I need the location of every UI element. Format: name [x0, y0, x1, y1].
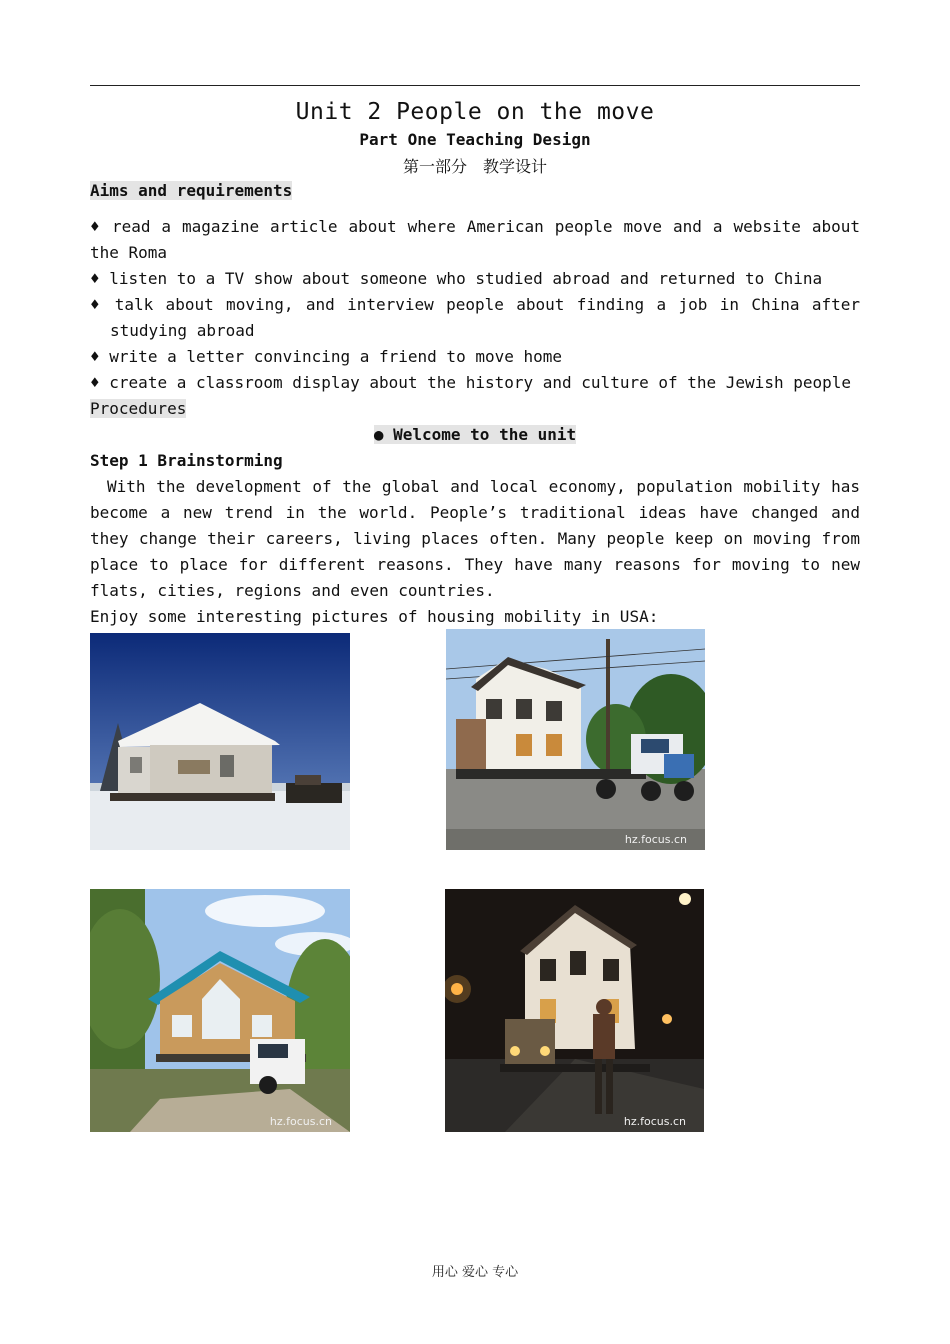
- paragraph-line-2: become a new trend in the world. People’s traditional ideas have changed and: [90, 503, 860, 522]
- aim-item-3-text: talk about moving, and interview people about finding a job in China after: [114, 295, 860, 314]
- procedures-heading-line: [90, 396, 860, 422]
- paragraph-line-3: they change their careers, living places often. Many people keep on moving from: [90, 529, 860, 548]
- paragraph-line-5: flats, cities, regions and even countries.: [90, 581, 495, 600]
- aim-item-1: [90, 214, 860, 240]
- top-rule: [90, 85, 860, 86]
- photo-watermark: hz.focus.cn: [623, 1115, 686, 1128]
- step-heading: Step 1 Brainstorming: [90, 451, 283, 470]
- aim-item-1-text: read a magazine article about where American people move and a website about: [111, 217, 860, 236]
- page-footer: 用心 爱心 专心: [431, 1265, 519, 1280]
- procedures-heading: Procedures: [90, 399, 187, 418]
- aim-item-5-text: create a classroom display about the history and culture of the Jewish people: [109, 373, 852, 392]
- paragraph-line-4: place to place for different reasons. They have many reasons for moving to new: [90, 555, 860, 574]
- aim-item-2: [90, 266, 860, 292]
- bullet-icon: ♦: [90, 269, 100, 288]
- aim-item-2-text: listen to a TV show about someone who studied abroad and returned to China: [109, 269, 823, 288]
- bullet-icon: ♦: [90, 373, 100, 392]
- enjoy-line: Enjoy some interesting pictures of housing mobility in USA:: [90, 607, 659, 626]
- aims-heading-line: [90, 178, 860, 204]
- section-heading-line: [90, 422, 860, 448]
- aim-item-4: [90, 344, 860, 370]
- section-heading: ● Welcome to the unit: [373, 425, 577, 444]
- photo-watermark: hz.focus.cn: [624, 833, 687, 846]
- page-title: Unit 2 People on the move: [295, 99, 655, 125]
- house-on-snow-photo: [90, 633, 350, 850]
- aim-item-4-text: write a letter convincing a friend to move home: [109, 347, 563, 366]
- cabin-on-truck-photo: [90, 889, 350, 1132]
- page-subtitle-chinese: 第一部分 教学设计: [402, 157, 547, 176]
- house-at-night-photo: [445, 889, 704, 1132]
- house-on-truck-street-photo: [446, 629, 705, 850]
- aim-item-3: [90, 292, 860, 318]
- aim-item-5: [90, 370, 860, 396]
- bullet-icon: ♦: [90, 217, 101, 236]
- bullet-icon: ♦: [90, 295, 103, 314]
- aims-heading: Aims and requirements: [90, 181, 293, 200]
- aim-item-3-cont: studying abroad: [110, 321, 255, 340]
- bullet-icon: ♦: [90, 347, 100, 366]
- photo-watermark: hz.focus.cn: [269, 1115, 332, 1128]
- aim-item-1-cont: the Roma: [90, 243, 168, 262]
- page-subtitle: Part One Teaching Design: [359, 130, 591, 149]
- paragraph-line-1: With the development of the global and local economy, population mobility has: [90, 477, 860, 496]
